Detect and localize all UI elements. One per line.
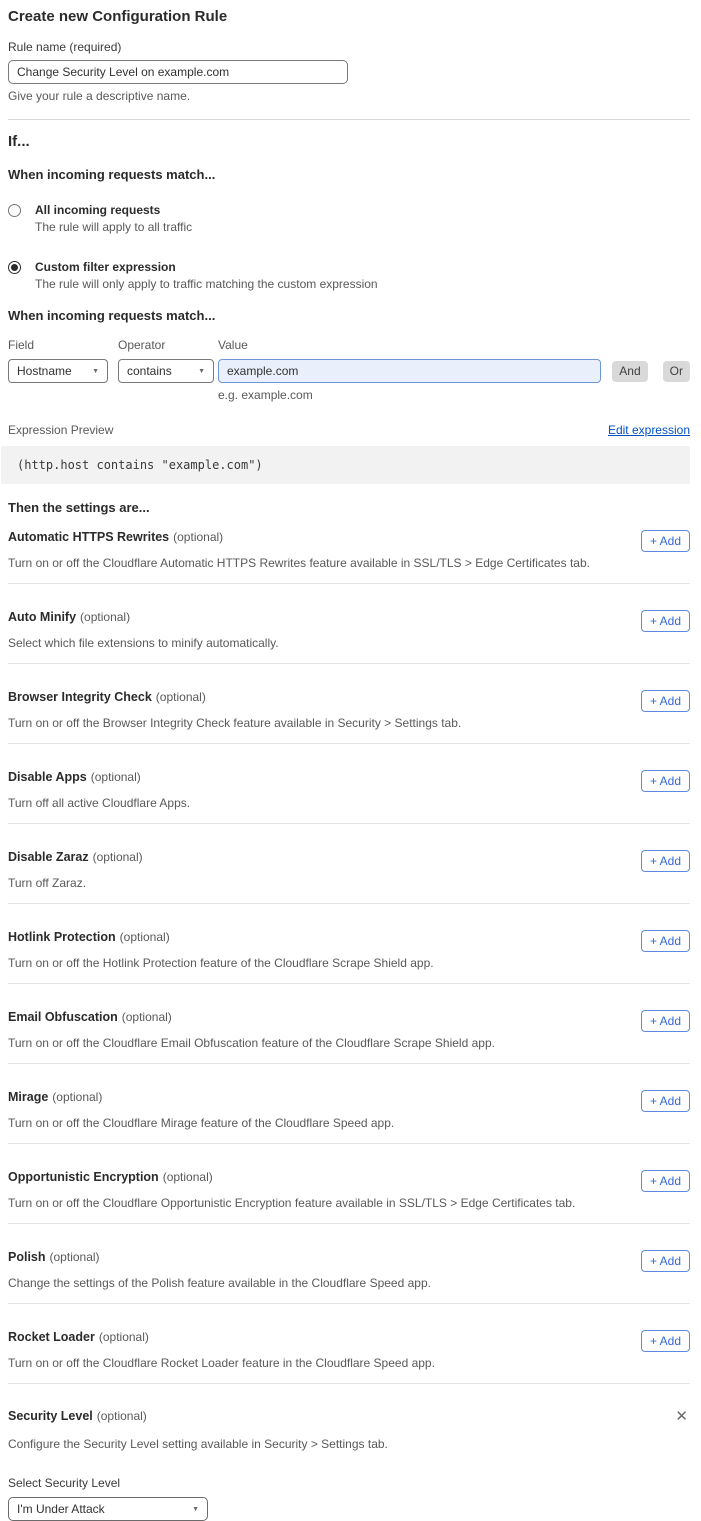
operator-label: Operator xyxy=(118,338,166,352)
add-setting-button[interactable]: + Add xyxy=(641,770,690,792)
then-settings-heading: Then the settings are... xyxy=(8,500,150,515)
setting-title: Auto Minify xyxy=(8,610,77,624)
add-setting-button[interactable]: + Add xyxy=(641,1090,690,1112)
setting-optional-label: (optional) xyxy=(155,690,206,704)
expression-builder-labels xyxy=(8,338,690,352)
security-level-description: Configure the Security Level setting available in Security > Settings tab. xyxy=(8,1437,388,1451)
radio-option-label: Custom filter expression xyxy=(35,260,176,274)
and-button[interactable]: And xyxy=(612,361,647,382)
edit-expression-link[interactable]: Edit expression xyxy=(607,423,690,437)
add-setting-button[interactable]: + Add xyxy=(641,1170,690,1192)
setting-title: Polish xyxy=(8,1250,46,1264)
or-button[interactable]: Or xyxy=(663,361,690,382)
close-icon[interactable]: ✕ xyxy=(675,1408,688,1425)
expression-preview-label: Expression Preview xyxy=(8,423,114,437)
setting-row xyxy=(8,824,690,904)
security-level-optional-label: (optional) xyxy=(96,1409,147,1423)
add-setting-button[interactable]: + Add xyxy=(641,1250,690,1272)
chevron-down-icon: ▼ xyxy=(92,367,99,375)
add-setting-button[interactable]: + Add xyxy=(641,1010,690,1032)
setting-title: Disable Zaraz xyxy=(8,850,89,864)
add-setting-button[interactable]: + Add xyxy=(641,690,690,712)
operator-select[interactable] xyxy=(118,359,214,383)
setting-description: Change the settings of the Polish feature available in the Cloudflare Speed app. xyxy=(8,1276,431,1290)
setting-title: Browser Integrity Check xyxy=(8,690,152,704)
setting-row xyxy=(8,664,690,744)
value-label: Value xyxy=(218,338,248,352)
page-title: Create new Configuration Rule xyxy=(8,8,228,25)
setting-title: Mirage xyxy=(8,1090,49,1104)
incoming-requests-match-heading: When incoming requests match... xyxy=(8,167,216,182)
security-level-title: Security Level xyxy=(8,1409,93,1423)
setting-description: Turn on or off the Cloudflare Rocket Loader feature in the Cloudflare Speed app. xyxy=(8,1356,435,1370)
setting-optional-label: (optional) xyxy=(49,1250,100,1264)
setting-description: Turn on or off the Hotlink Protection feature of the Cloudflare Scrape Shield app. xyxy=(8,956,434,970)
value-input[interactable] xyxy=(218,359,601,383)
setting-row xyxy=(8,984,690,1064)
security-level-select-value: I'm Under Attack xyxy=(17,1502,105,1516)
setting-row xyxy=(8,1304,690,1384)
setting-optional-label: (optional) xyxy=(121,1010,172,1024)
security-level-section xyxy=(8,1384,690,1521)
add-setting-button[interactable]: + Add xyxy=(641,610,690,632)
rule-name-input[interactable] xyxy=(8,60,348,84)
setting-title: Email Obfuscation xyxy=(8,1010,118,1024)
setting-optional-label: (optional) xyxy=(92,850,143,864)
expression-builder-heading: When incoming requests match... xyxy=(8,308,216,323)
rule-name-label: Rule name (required) xyxy=(8,40,122,54)
radio-option-custom-filter-expression[interactable] xyxy=(8,260,690,291)
radio-option-description: The rule will apply to all traffic xyxy=(35,220,193,234)
expression-preview-code: (http.host contains "example.com") xyxy=(1,446,690,484)
setting-description: Turn on or off the Cloudflare Mirage feature of the Cloudflare Speed app. xyxy=(8,1116,395,1130)
setting-description: Turn off Zaraz. xyxy=(8,876,87,890)
field-select-value: Hostname xyxy=(17,364,72,378)
setting-row xyxy=(8,515,690,584)
setting-optional-label: (optional) xyxy=(173,530,224,544)
chevron-down-icon: ▼ xyxy=(192,1505,199,1513)
setting-optional-label: (optional) xyxy=(90,770,141,784)
expression-preview-row xyxy=(8,423,690,437)
field-label: Field xyxy=(8,338,35,352)
expression-builder-controls xyxy=(8,359,690,383)
setting-optional-label: (optional) xyxy=(98,1330,149,1344)
select-security-level-label: Select Security Level xyxy=(8,1476,121,1490)
setting-optional-label: (optional) xyxy=(162,1170,213,1184)
section-divider xyxy=(8,119,690,120)
setting-row xyxy=(8,1224,690,1304)
add-setting-button[interactable]: + Add xyxy=(641,850,690,872)
settings-list xyxy=(8,515,690,1384)
setting-row xyxy=(8,584,690,664)
setting-description: Turn on or off the Browser Integrity Check feature available in Security > Settings tab. xyxy=(8,716,462,730)
setting-optional-label: (optional) xyxy=(80,610,131,624)
setting-title: Hotlink Protection xyxy=(8,930,116,944)
if-heading: If... xyxy=(8,133,30,150)
setting-title: Disable Apps xyxy=(8,770,87,784)
setting-description: Turn on or off the Cloudflare Email Obfuscation feature of the Cloudflare Scrape Shield app. xyxy=(8,1036,495,1050)
radio-option-label: All incoming requests xyxy=(35,203,161,217)
rule-name-helper: Give your rule a descriptive name. xyxy=(8,89,191,103)
value-helper: e.g. example.com xyxy=(218,388,313,402)
chevron-down-icon: ▼ xyxy=(198,367,205,375)
radio-option-description: The rule will only apply to traffic matching the custom expression xyxy=(35,277,378,291)
setting-row xyxy=(8,1144,690,1224)
setting-description: Select which file extensions to minify automatically. xyxy=(8,636,279,650)
radio-selected-icon[interactable] xyxy=(8,261,21,274)
operator-select-value: contains xyxy=(127,364,172,378)
setting-description: Turn on or off the Cloudflare Automatic HTTPS Rewrites feature available in SSL/TLS > Edge Certificates tab. xyxy=(8,556,590,570)
radio-unselected-icon[interactable] xyxy=(8,204,21,217)
setting-description: Turn on or off the Cloudflare Opportunistic Encryption feature available in SSL/TLS > Edge Certificates tab. xyxy=(8,1196,576,1210)
setting-row xyxy=(8,904,690,984)
match-type-radio-group xyxy=(8,203,690,291)
add-setting-button[interactable]: + Add xyxy=(641,930,690,952)
add-setting-button[interactable]: + Add xyxy=(641,530,690,552)
setting-optional-label: (optional) xyxy=(52,1090,103,1104)
setting-title: Rocket Loader xyxy=(8,1330,95,1344)
setting-optional-label: (optional) xyxy=(119,930,170,944)
field-select[interactable] xyxy=(8,359,108,383)
setting-description: Turn off all active Cloudflare Apps. xyxy=(8,796,191,810)
setting-title: Opportunistic Encryption xyxy=(8,1170,159,1184)
setting-row xyxy=(8,744,690,824)
add-setting-button[interactable]: + Add xyxy=(641,1330,690,1352)
radio-option-all-incoming-requests[interactable] xyxy=(8,203,690,234)
security-level-select[interactable] xyxy=(8,1497,208,1521)
setting-row xyxy=(8,1064,690,1144)
setting-title: Automatic HTTPS Rewrites xyxy=(8,530,170,544)
